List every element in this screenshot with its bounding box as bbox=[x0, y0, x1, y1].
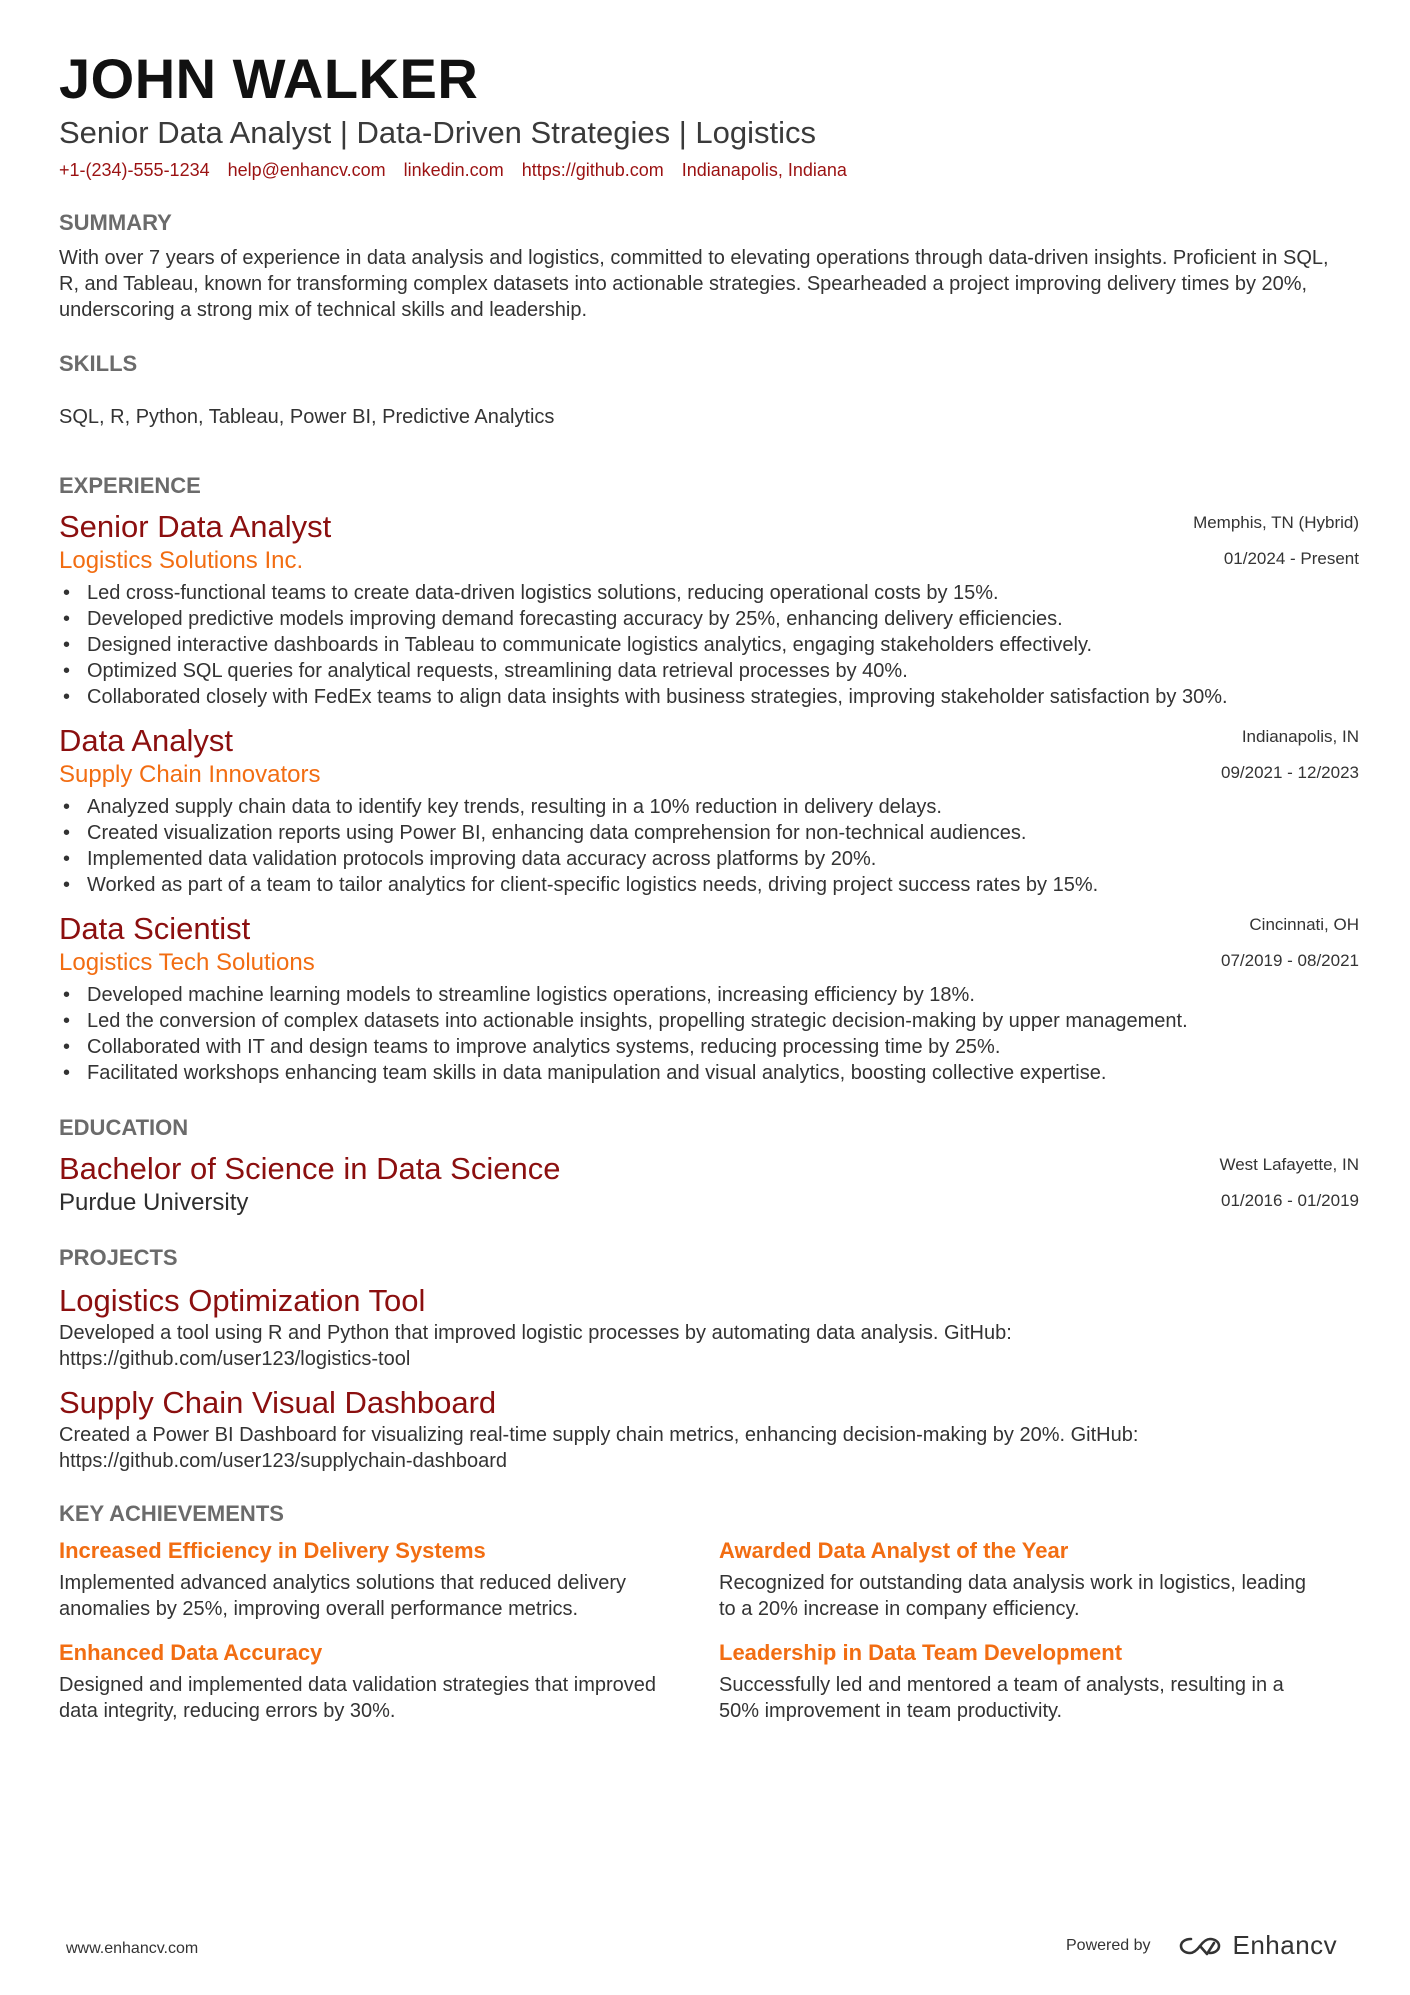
bullet-item: • Worked as part of a team to tailor analytics for client-specific logistics needs, driving project success rates by 15%. bbox=[59, 872, 1359, 898]
headline: Senior Data Analyst | Data-Driven Strategies | Logistics bbox=[59, 115, 817, 150]
bullet-item: • Collaborated closely with FedEx teams to align data insights with business strategies, improving stakeholder satisfaction by 30%. bbox=[59, 684, 1359, 710]
education-dates: 01/2016 - 01/2019 bbox=[1220, 1191, 1359, 1210]
enhancv-logo-icon bbox=[1177, 1933, 1223, 1959]
email-link[interactable]: help@enhancv.com bbox=[227, 160, 386, 180]
bullet-item: • Created visualization reports using Power BI, enhancing data comprehension for non-technical audiences. bbox=[59, 820, 1359, 846]
linkedin-link[interactable]: linkedin.com bbox=[403, 160, 504, 180]
project-title: Supply Chain Visual Dashboard bbox=[59, 1385, 497, 1420]
education-entry bbox=[59, 1150, 1359, 1218]
section-title-education: EDUCATION bbox=[59, 1115, 189, 1140]
bullet-item: • Developed predictive models improving demand forecasting accuracy by 25%, enhancing delivery efficiencies. bbox=[59, 606, 1359, 632]
company-name: Supply Chain Innovators bbox=[59, 761, 321, 788]
job-entry bbox=[59, 910, 1359, 1086]
summary-section bbox=[59, 209, 1359, 323]
job-bullets bbox=[59, 982, 1359, 1086]
section-title-summary: SUMMARY bbox=[59, 210, 172, 235]
bullet-item: • Developed machine learning models to streamline logistics operations, increasing efficiency by 18%. bbox=[59, 982, 1359, 1008]
job-title: Data Analyst bbox=[59, 723, 234, 758]
section-title-skills: SKILLS bbox=[59, 351, 138, 376]
achievements-section bbox=[59, 1500, 1359, 1724]
achievement-item bbox=[59, 1536, 719, 1622]
company-name: Logistics Solutions Inc. bbox=[59, 547, 304, 574]
achievement-item bbox=[719, 1536, 1349, 1622]
project-title: Logistics Optimization Tool bbox=[59, 1283, 426, 1318]
candidate-name: JOHN WALKER bbox=[59, 47, 479, 110]
footer-branding bbox=[1066, 1930, 1337, 1961]
bullet-item: • Led cross-functional teams to create data-driven logistics solutions, reducing operational costs by 15%. bbox=[59, 580, 1359, 606]
achievement-description: Designed and implemented data validation strategies that improved data integrity, reducing errors by 30%. bbox=[59, 1674, 657, 1722]
contact-row bbox=[59, 158, 1359, 182]
achievement-item bbox=[719, 1638, 1349, 1724]
bullet-item: • Collaborated with IT and design teams to improve analytics systems, reducing processing time by 25%. bbox=[59, 1034, 1359, 1060]
powered-by-label: Powered by bbox=[1066, 1936, 1151, 1954]
achievement-description: Implemented advanced analytics solutions that reduced delivery anomalies by 25%, improving overall performance metrics. bbox=[59, 1572, 626, 1620]
education-location: West Lafayette, IN bbox=[1219, 1155, 1359, 1174]
section-title-projects: PROJECTS bbox=[59, 1245, 178, 1270]
job-bullets bbox=[59, 794, 1359, 898]
section-title-achievements: KEY ACHIEVEMENTS bbox=[59, 1501, 284, 1526]
job-title: Data Scientist bbox=[59, 911, 251, 946]
project-description: Created a Power BI Dashboard for visualizing real-time supply chain metrics, enhancing decision-making by 20%. GitHub: https://github.com/user123/supplychain-dashboard bbox=[59, 1424, 1139, 1472]
bullet-item: • Led the conversion of complex datasets into actionable insights, propelling strategic decision-making by upper management. bbox=[59, 1008, 1359, 1034]
job-location: Memphis, TN (Hybrid) bbox=[1193, 513, 1359, 532]
phone-link[interactable]: +1-(234)-555-1234 bbox=[59, 160, 210, 180]
achievement-title: Leadership in Data Team Development bbox=[719, 1640, 1123, 1665]
project-entry bbox=[59, 1282, 1359, 1372]
bullet-item: • Optimized SQL queries for analytical requests, streamlining data retrieval processes by 40%. bbox=[59, 658, 1359, 684]
achievement-title: Increased Efficiency in Delivery Systems bbox=[59, 1538, 486, 1563]
skills-text: SQL, R, Python, Tableau, Power BI, Predictive Analytics bbox=[59, 406, 555, 428]
github-link[interactable]: https://github.com bbox=[521, 160, 664, 180]
school-name: Purdue University bbox=[59, 1189, 249, 1216]
section-title-experience: EXPERIENCE bbox=[59, 473, 201, 498]
achievement-description: Recognized for outstanding data analysis work in logistics, leading to a 20% increase in company efficiency. bbox=[719, 1572, 1307, 1620]
achievement-title: Awarded Data Analyst of the Year bbox=[719, 1538, 1069, 1563]
enhancv-brand-name[interactable]: Enhancv bbox=[1232, 1930, 1338, 1960]
summary-text: With over 7 years of experience in data analysis and logistics, committed to elevating operations through data-driven insights. Proficient in SQL, R, and Tableau, known for transforming complex datasets into actionable strategies. Spearheaded a project improving delivery times by 20%, underscoring a strong mix of technical skills and leadership. bbox=[59, 247, 1329, 321]
job-bullets bbox=[59, 580, 1359, 710]
job-location: Indianapolis, IN bbox=[1241, 727, 1359, 746]
resume-page bbox=[59, 44, 1359, 1724]
project-entry bbox=[59, 1384, 1359, 1474]
footer-website-link[interactable]: www.enhancv.com bbox=[66, 1940, 199, 1957]
job-location: Cincinnati, OH bbox=[1249, 915, 1359, 934]
projects-section bbox=[59, 1244, 1359, 1474]
skills-section bbox=[59, 350, 1359, 430]
degree-title: Bachelor of Science in Data Science bbox=[59, 1151, 561, 1186]
education-section bbox=[59, 1114, 1359, 1218]
job-dates: 07/2019 - 08/2021 bbox=[1220, 951, 1359, 970]
job-title: Senior Data Analyst bbox=[59, 509, 332, 544]
achievements-grid bbox=[59, 1536, 1359, 1724]
experience-section bbox=[59, 472, 1359, 1086]
job-dates: 09/2021 - 12/2023 bbox=[1220, 763, 1359, 782]
project-description: Developed a tool using R and Python that improved logistic processes by automating data analysis. GitHub: https://github.com/user123/logistics-tool bbox=[59, 1322, 1012, 1370]
job-dates: 01/2024 - Present bbox=[1223, 549, 1359, 568]
job-entry bbox=[59, 508, 1359, 710]
company-name: Logistics Tech Solutions bbox=[59, 949, 315, 976]
bullet-item: • Analyzed supply chain data to identify key trends, resulting in a 10% reduction in delivery delays. bbox=[59, 794, 1359, 820]
job-entry bbox=[59, 722, 1359, 898]
achievement-item bbox=[59, 1638, 719, 1724]
bullet-item: • Facilitated workshops enhancing team skills in data manipulation and visual analytics, boosting collective expertise. bbox=[59, 1060, 1359, 1086]
location-text: Indianapolis, Indiana bbox=[681, 160, 847, 180]
achievement-description: Successfully led and mentored a team of analysts, resulting in a 50% improvement in team productivity. bbox=[719, 1674, 1284, 1722]
achievement-title: Enhanced Data Accuracy bbox=[59, 1640, 323, 1665]
bullet-item: • Implemented data validation protocols improving data accuracy across platforms by 20%. bbox=[59, 846, 1359, 872]
bullet-item: • Designed interactive dashboards in Tableau to communicate logistics analytics, engaging stakeholders effectively. bbox=[59, 632, 1359, 658]
